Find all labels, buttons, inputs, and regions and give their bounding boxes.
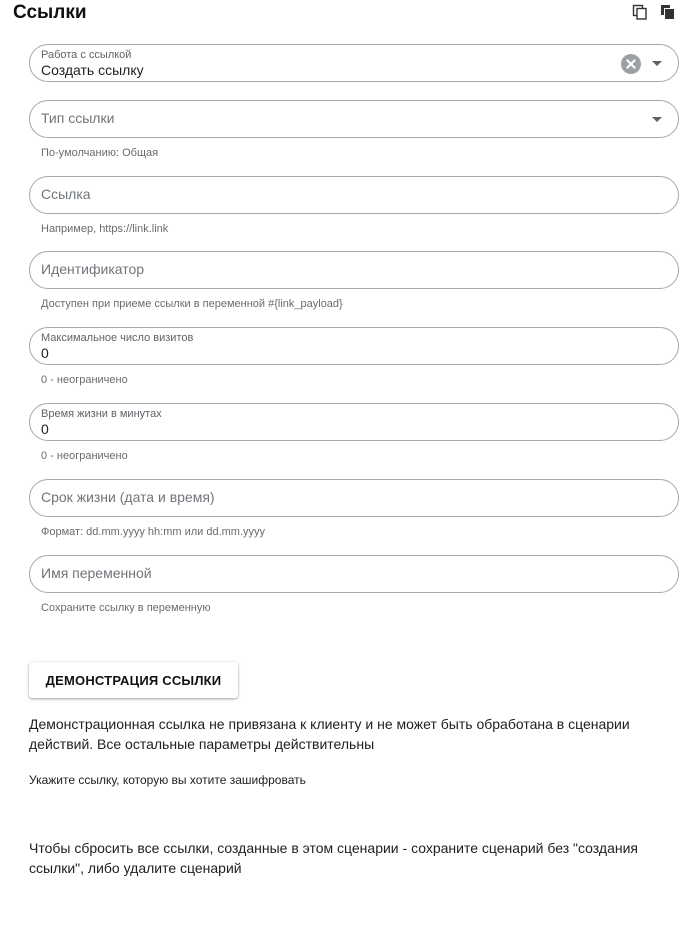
link-input[interactable] <box>29 176 679 214</box>
variable-name-input[interactable] <box>29 555 679 593</box>
variable-name-placeholder: Имя переменной <box>41 565 152 581</box>
clear-icon[interactable] <box>621 54 641 74</box>
lifetime-minutes-input[interactable] <box>29 403 679 441</box>
lifetime-minutes-value: 0 <box>41 421 49 437</box>
link-placeholder: Ссылка <box>41 186 91 202</box>
variable-name-helper: Сохраните ссылку в переменную <box>41 602 211 614</box>
demo-hint: Укажите ссылку, которую вы хотите зашифровать <box>29 773 306 787</box>
link-action-label: Работа с ссылкой <box>41 49 132 61</box>
lifetime-minutes-helper: 0 - неограничено <box>41 450 128 462</box>
page-title: Ссылки <box>13 2 87 23</box>
demo-link-button[interactable]: ДЕМОНСТРАЦИЯ ССЫЛКИ <box>29 662 238 698</box>
expiry-placeholder: Срок жизни (дата и время) <box>41 489 215 505</box>
demo-description: Демонстрационная ссылка не привязана к клиенту и не может быть обработана в сценарии действий. Все остальные параметры действительны <box>29 716 630 752</box>
max-visits-input[interactable] <box>29 327 679 365</box>
link-type-select[interactable] <box>29 100 679 138</box>
max-visits-helper: 0 - неограничено <box>41 374 128 386</box>
identifier-placeholder: Идентификатор <box>41 261 145 277</box>
max-visits-value: 0 <box>41 345 49 361</box>
footer-note: Чтобы сбросить все ссылки, созданные в этом сценарии - сохраните сценарий без "создания ссылки", либо удалите сценарий <box>29 840 638 876</box>
expiry-input[interactable] <box>29 479 679 517</box>
copy-icon[interactable] <box>632 4 648 20</box>
link-action-value: Создать ссылку <box>41 62 144 78</box>
link-action-select[interactable] <box>29 44 679 82</box>
expiry-helper: Формат: dd.mm.yyyy hh:mm или dd.mm.yyyy <box>41 526 266 538</box>
identifier-helper: Доступен при приеме ссылки в переменной #{link_payload} <box>41 298 343 310</box>
dropdown-arrow-icon[interactable] <box>652 61 662 66</box>
lifetime-minutes-label: Время жизни в минутах <box>41 408 162 420</box>
link-helper: Например, https://link.link <box>41 223 169 235</box>
dropdown-arrow-icon[interactable] <box>652 117 662 122</box>
link-type-placeholder: Тип ссылки <box>41 110 115 126</box>
identifier-input[interactable] <box>29 251 679 289</box>
paste-icon[interactable] <box>660 4 676 20</box>
link-type-helper: По-умолчанию: Общая <box>41 147 159 159</box>
max-visits-label: Максимальное число визитов <box>41 332 194 344</box>
